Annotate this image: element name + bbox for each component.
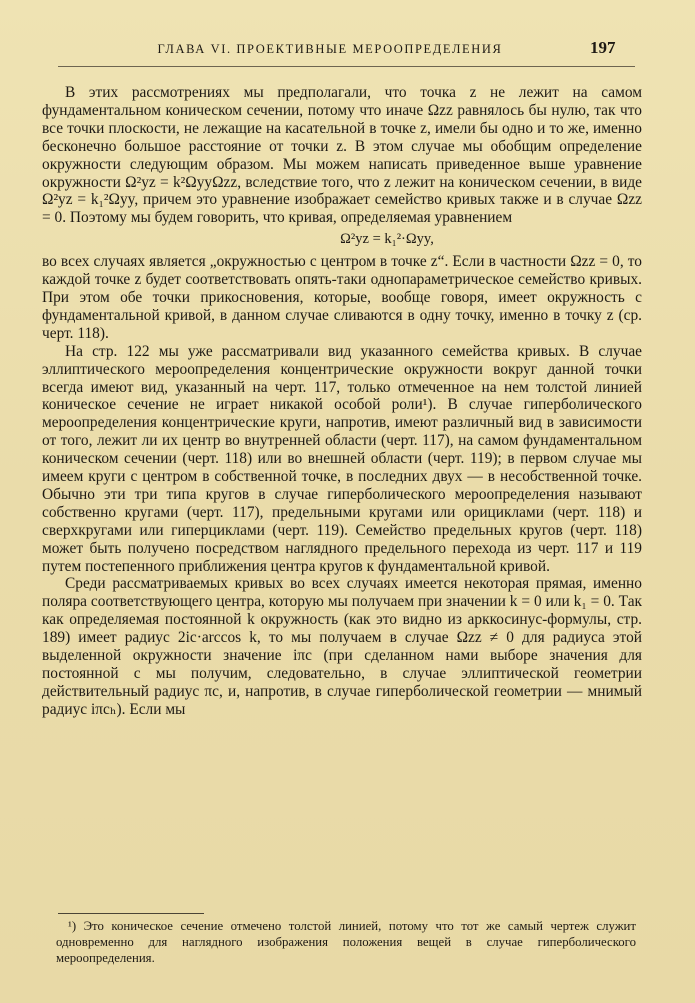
paragraph-3: На стр. 122 мы уже рассматривали вид указанного семейства кривых. В случае эллиптического мероопределения концентрические окружности вокруг данной точки всегда имеют вид, указанный на черт. 117, только отмеченное на нем толстой линией коническое сечение не играет никакой особой роли¹). В случае гиперболического мероопределения концентрические круги, напротив, имеют различный вид в зависимости от того, лежит ли их центр во внутренней области (черт. 117), на самом фундаментальном коническом сечении (черт. 118) или во внешней области (черт. 119); в первом случае мы имеем круги с центром в собственной точке, в последних двух — в несобственной точке. Обычно эти три типа кругов в случае гиперболического мероопределения называют собственно кругами (черт. 117), предельными кругами или орициклами (черт. 118) и сверхкругами или гиперциклами (черт. 119). Семейство предельных кругов (черт. 118) может быть получено посредством наглядного предельного перехода из черт. 117 и 119 путем постепенного приближения центра кругов к фундаментальной кривой. (42, 342, 642, 575)
footnote-rule (58, 913, 204, 914)
paragraph-2: во всех случаях является „окружностью с центром в точке z“. Если в частности Ωzz = 0, то каждой точке z будет соответствовать опять-таки однопараметрическое семейство кривых. При этом обе точки прикосновения, которые, вообще говоря, имеет окружность с фундаментальной кривой, в данном случае сливаются в одну точку, именно в точку z (ср. черт. 118). (42, 253, 642, 342)
circle-equation: Ω²yz = k₁²·Ωyy, (340, 231, 434, 248)
paragraph-1: В этих рассмотрениях мы предполагали, что точка z не лежит на самом фундаментальном коническом сечении, потому что иначе Ωzz равнялось бы нулю, так что все точки плоскости, не лежащие на касательной в точке z, имели бы одно и то же, именно бесконечно большое расстояние от точки z. В этом случае мы обобщим определение окружности следующим образом. Мы можем написать приведенное выше уравнение окружности Ω²yz = k²ΩyyΩzz, вследствие того, что z лежит на коническом сечении, в виде Ω²yz = k₁²Ωyy, причем это уравнение изображает семейство кривых также и в случае Ωzz = 0. Поэтому мы будем говорить, что кривая, определяемая уравнением (42, 84, 642, 227)
header-rule (58, 66, 635, 67)
footnote: ¹) Это коническое сечение отмечено толстой линией, потому что тот же самый чертеж служит одновременно для наглядного изображения положения вещей в случае гиперболического мероопределения. (56, 919, 636, 965)
paragraph-4: Среди рассматриваемых кривых во всех случаях имеется некоторая прямая, именно поляра соответствующего центра, которую мы получаем при значении k = 0 или k₁ = 0. Так как определяемая постоянной k окружность (как это видно из арккосинус-формулы, стр. 189) имеет радиус 2ic·arccos k, то мы получаем в случае Ωzz ≠ 0 для радиуса этой выделенной окружности значение iπc (при сделанном нами выборе значения для постоянной c мы получим, следовательно, в случае эллиптической геометрии действительный радиус πc, и, напротив, в случае гиперболической геометрии — мнимый радиус iπcₕ). Если мы (42, 575, 642, 718)
main-text (42, 84, 642, 719)
page-number: 197 (590, 38, 616, 57)
running-header: ГЛАВА VI. ПРОЕКТИВНЫЕ МЕРООПРЕДЕЛЕНИЯ (157, 42, 503, 56)
